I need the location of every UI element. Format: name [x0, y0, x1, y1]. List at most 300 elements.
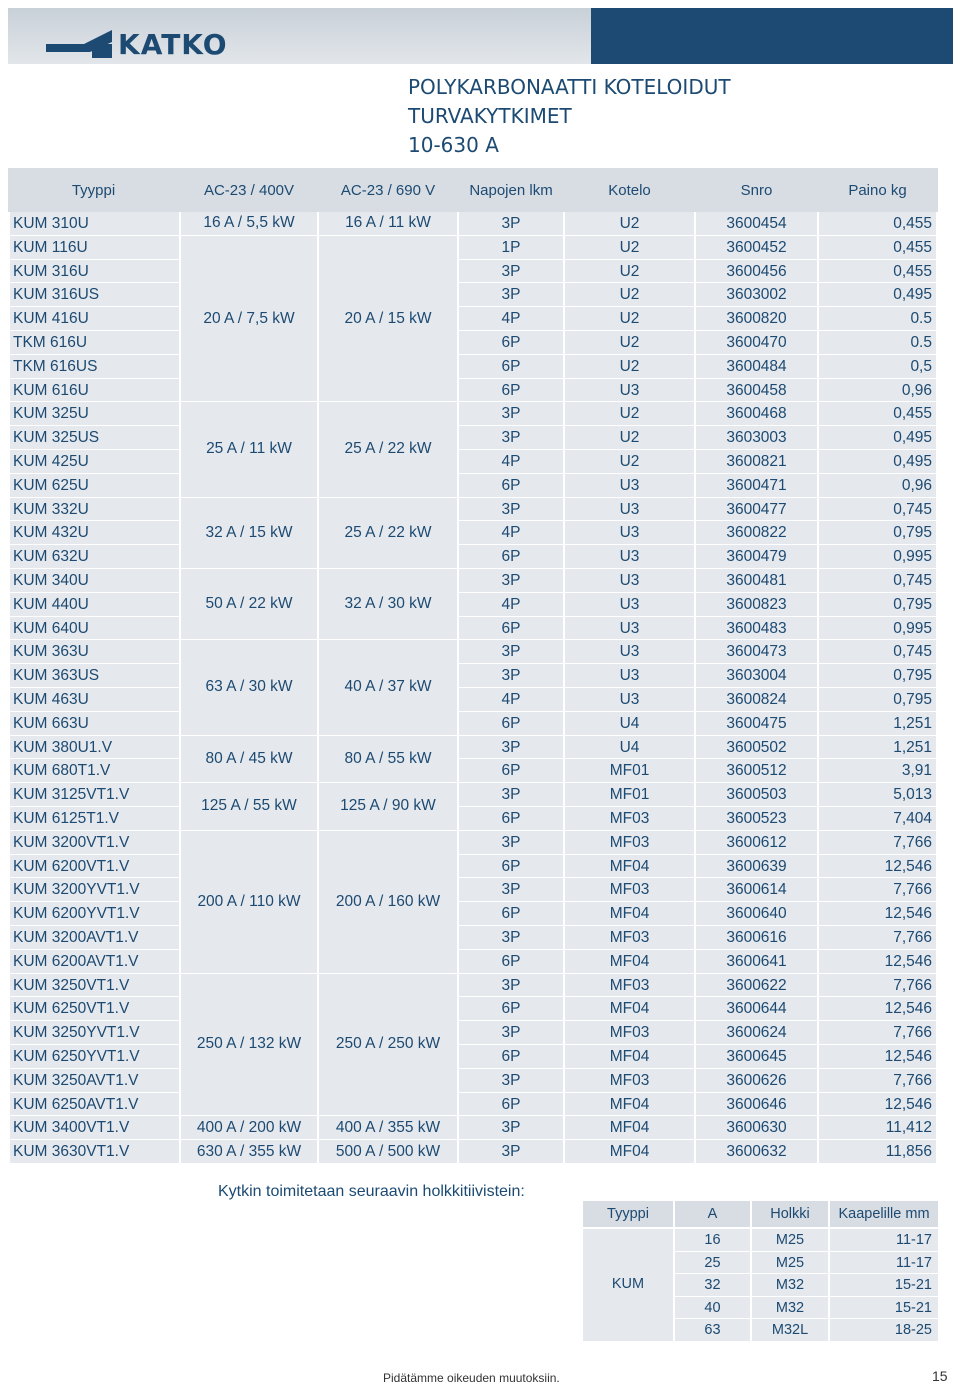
footer-note: Pidätämme oikeuden muutoksiin.	[383, 1371, 560, 1385]
cell-paino: 11,856	[819, 1140, 936, 1163]
cell-paino: 12,546	[819, 902, 936, 925]
cell-kotelo: MF04	[565, 1093, 694, 1116]
page-title	[408, 73, 731, 160]
cell-napojen: 3P	[459, 212, 563, 235]
table-row	[8, 997, 938, 1021]
cell-paino: 12,546	[819, 950, 936, 973]
cell-type: KUM 6250VT1.V	[10, 997, 179, 1020]
cell-paino: 0,995	[819, 617, 936, 640]
cell-type: TKM 616US	[10, 355, 179, 378]
bushing-cell-holkki: M32	[752, 1274, 828, 1296]
cell-paino: 12,546	[819, 855, 936, 878]
cell-paino: 0,5	[819, 355, 936, 378]
cell-snro: 3600820	[696, 307, 817, 330]
cell-kotelo: MF04	[565, 902, 694, 925]
cell-snro: 3600612	[696, 831, 817, 854]
cell-paino: 0.5	[819, 307, 936, 330]
cell-snro: 3600644	[696, 997, 817, 1020]
table-row	[8, 759, 938, 783]
cell-type: KUM 663U	[10, 712, 179, 735]
cell-kotelo: U2	[565, 426, 694, 449]
cell-snro: 3600823	[696, 593, 817, 616]
cell-ac400: 630 A / 355 kW	[181, 1140, 317, 1163]
table-row	[8, 1045, 938, 1069]
cell-snro: 3600503	[696, 783, 817, 806]
cell-type: KUM 316US	[10, 283, 179, 306]
cell-type: KUM 640U	[10, 617, 179, 640]
bushing-cell-holkki: M25	[752, 1229, 828, 1251]
cell-kotelo: MF04	[565, 1140, 694, 1163]
table-row	[8, 617, 938, 641]
bushing-cell-kaapelille: 15-21	[830, 1297, 938, 1319]
cell-type: KUM 363U	[10, 640, 179, 663]
table-row	[8, 712, 938, 736]
cell-kotelo: MF04	[565, 950, 694, 973]
cell-snro: 3600626	[696, 1069, 817, 1092]
cell-type: KUM 6200YVT1.V	[10, 902, 179, 925]
cell-snro: 3600523	[696, 807, 817, 830]
cell-ac690: 40 A / 37 kW	[319, 640, 457, 734]
cell-paino: 0,995	[819, 545, 936, 568]
cell-kotelo: MF03	[565, 974, 694, 997]
cell-kotelo: U3	[565, 640, 694, 663]
cell-paino: 3,91	[819, 759, 936, 782]
cell-kotelo: MF03	[565, 1069, 694, 1092]
title-line-2: TURVAKYTKIMET	[408, 104, 572, 128]
cell-snro: 3600821	[696, 450, 817, 473]
table-row	[8, 402, 938, 426]
cell-snro: 3600477	[696, 498, 817, 521]
cell-type: KUM 6250YVT1.V	[10, 1045, 179, 1068]
table-row	[8, 974, 938, 998]
cell-ac690: 125 A / 90 kW	[319, 783, 457, 830]
cell-napojen: 6P	[459, 950, 563, 973]
cell-snro: 3600481	[696, 569, 817, 592]
cell-napojen: 3P	[459, 974, 563, 997]
cell-kotelo: MF03	[565, 831, 694, 854]
cell-type: KUM 6200VT1.V	[10, 855, 179, 878]
cell-napojen: 3P	[459, 926, 563, 949]
cell-type: KUM 116U	[10, 236, 179, 259]
logo-mark-icon	[46, 30, 116, 58]
cell-napojen: 6P	[459, 712, 563, 735]
cell-snro: 3600512	[696, 759, 817, 782]
cell-kotelo: MF03	[565, 878, 694, 901]
cell-type: KUM 440U	[10, 593, 179, 616]
cell-type: KUM 3125VT1.V	[10, 783, 179, 806]
cell-ac400: 20 A / 7,5 kW	[181, 236, 317, 402]
cell-snro: 3600483	[696, 617, 817, 640]
cell-kotelo: MF04	[565, 1116, 694, 1139]
cell-napojen: 4P	[459, 450, 563, 473]
bushing-header-tyyppi: Tyyppi	[583, 1201, 673, 1227]
cell-snro: 3603004	[696, 664, 817, 687]
cell-paino: 7,766	[819, 831, 936, 854]
cell-snro: 3600622	[696, 974, 817, 997]
bushing-cell-kaapelille: 15-21	[830, 1274, 938, 1296]
cell-napojen: 4P	[459, 593, 563, 616]
cell-ac400: 400 A / 200 kW	[181, 1116, 317, 1139]
cell-napojen: 3P	[459, 640, 563, 663]
cell-type: KUM 3200YVT1.V	[10, 878, 179, 901]
cell-kotelo: U3	[565, 593, 694, 616]
cell-napojen: 3P	[459, 426, 563, 449]
cell-kotelo: MF03	[565, 926, 694, 949]
cell-napojen: 6P	[459, 1045, 563, 1068]
cell-type: KUM 316U	[10, 260, 179, 283]
table-row	[8, 545, 938, 569]
banner-accent	[591, 8, 953, 64]
cell-ac400: 16 A / 5,5 kW	[181, 212, 317, 235]
cell-ac400: 125 A / 55 kW	[181, 783, 317, 830]
cell-napojen: 3P	[459, 260, 563, 283]
cell-kotelo: U3	[565, 545, 694, 568]
cell-ac400: 80 A / 45 kW	[181, 736, 317, 783]
table-row	[8, 664, 938, 688]
header-napojen: Napojen lkm	[469, 182, 553, 199]
cell-napojen: 6P	[459, 997, 563, 1020]
cell-ac690: 25 A / 22 kW	[319, 402, 457, 496]
table-row	[8, 926, 938, 950]
cell-snro: 3600646	[696, 1093, 817, 1116]
cell-ac690: 32 A / 30 kW	[319, 569, 457, 639]
page-number: 15	[932, 1368, 948, 1384]
table-row	[8, 1093, 938, 1117]
cell-paino: 7,766	[819, 878, 936, 901]
cell-type: TKM 616U	[10, 331, 179, 354]
bushing-note: Kytkin toimitetaan seuraavin holkkitiivistein:	[218, 1183, 525, 1200]
cell-ac690: 16 A / 11 kW	[319, 212, 457, 235]
cell-napojen: 6P	[459, 379, 563, 402]
table-row	[8, 1116, 938, 1140]
table-row	[8, 807, 938, 831]
cell-ac690: 250 A / 250 kW	[319, 974, 457, 1116]
cell-snro: 3600502	[696, 736, 817, 759]
cell-snro: 3600479	[696, 545, 817, 568]
cell-type: KUM 616U	[10, 379, 179, 402]
cell-paino: 0,495	[819, 283, 936, 306]
cell-ac400: 25 A / 11 kW	[181, 402, 317, 496]
cell-paino: 0,745	[819, 569, 936, 592]
cell-kotelo: U2	[565, 283, 694, 306]
cell-paino: 0,745	[819, 498, 936, 521]
cell-kotelo: U2	[565, 402, 694, 425]
cell-napojen: 3P	[459, 1021, 563, 1044]
cell-snro: 3600641	[696, 950, 817, 973]
bushing-header-kaapelille: Kaapelille mm	[830, 1201, 938, 1227]
table-header	[8, 168, 938, 212]
bushing-cell-holkki: M32	[752, 1297, 828, 1319]
cell-napojen: 6P	[459, 355, 563, 378]
cell-napojen: 3P	[459, 1140, 563, 1163]
cell-kotelo: MF03	[565, 1021, 694, 1044]
bushing-cell-a: 32	[675, 1274, 750, 1296]
title-line-3: 10-630 A	[408, 133, 499, 157]
cell-paino: 0,795	[819, 521, 936, 544]
header-kotelo: Kotelo	[608, 182, 651, 199]
cell-napojen: 6P	[459, 545, 563, 568]
cell-napojen: 4P	[459, 688, 563, 711]
table-row	[8, 355, 938, 379]
table-row	[8, 736, 938, 760]
cell-paino: 12,546	[819, 1093, 936, 1116]
cell-napojen: 4P	[459, 307, 563, 330]
cell-ac400: 200 A / 110 kW	[181, 831, 317, 973]
cell-type: KUM 625U	[10, 474, 179, 497]
cell-napojen: 6P	[459, 1093, 563, 1116]
table-row	[8, 1021, 938, 1045]
table-row	[8, 307, 938, 331]
cell-type: KUM 425U	[10, 450, 179, 473]
cell-ac400: 50 A / 22 kW	[181, 569, 317, 639]
cell-type: KUM 680T1.V	[10, 759, 179, 782]
cell-paino: 0,795	[819, 688, 936, 711]
header-ac690: AC-23 / 690 V	[340, 182, 436, 199]
cell-paino: 1,251	[819, 736, 936, 759]
cell-napojen: 3P	[459, 402, 563, 425]
cell-napojen: 3P	[459, 878, 563, 901]
bushing-header-a: A	[675, 1201, 750, 1227]
table-row	[8, 593, 938, 617]
cell-ac400: 63 A / 30 kW	[181, 640, 317, 734]
cell-kotelo: MF03	[565, 807, 694, 830]
cell-ac400: 32 A / 15 kW	[181, 498, 317, 568]
cell-paino: 12,546	[819, 1045, 936, 1068]
table-row	[8, 640, 938, 664]
cell-ac690: 200 A / 160 kW	[319, 831, 457, 973]
cell-paino: 0,96	[819, 474, 936, 497]
cell-kotelo: MF04	[565, 1045, 694, 1068]
cell-type: KUM 3200VT1.V	[10, 831, 179, 854]
cell-type: KUM 380U1.V	[10, 736, 179, 759]
table-row	[8, 426, 938, 450]
cell-kotelo: U3	[565, 688, 694, 711]
cell-kotelo: U3	[565, 617, 694, 640]
header-tyyppi: Tyyppi	[71, 182, 116, 199]
table-row	[8, 260, 938, 284]
cell-kotelo: U2	[565, 307, 694, 330]
table-row	[8, 474, 938, 498]
bushing-cell-kaapelille: 11-17	[830, 1229, 938, 1251]
bushing-cell-holkki: M25	[752, 1252, 828, 1274]
cell-snro: 3600824	[696, 688, 817, 711]
cell-snro: 3600454	[696, 212, 817, 235]
cell-type: KUM 3250VT1.V	[10, 974, 179, 997]
bushing-cell-holkki: M32L	[752, 1319, 828, 1341]
cell-ac690: 500 A / 500 kW	[319, 1140, 457, 1163]
cell-snro: 3600456	[696, 260, 817, 283]
cell-napojen: 6P	[459, 617, 563, 640]
table-row	[8, 1069, 938, 1093]
cell-kotelo: U4	[565, 736, 694, 759]
cell-paino: 7,766	[819, 1021, 936, 1044]
cell-snro: 3600468	[696, 402, 817, 425]
cell-napojen: 3P	[459, 283, 563, 306]
cell-type: KUM 463U	[10, 688, 179, 711]
cell-paino: 0.5	[819, 331, 936, 354]
cell-snro: 3600484	[696, 355, 817, 378]
cell-paino: 0,455	[819, 212, 936, 235]
cell-napojen: 3P	[459, 831, 563, 854]
cell-paino: 0,495	[819, 426, 936, 449]
bushing-cell-a: 16	[675, 1229, 750, 1251]
table-row	[8, 331, 938, 355]
cell-ac690: 25 A / 22 kW	[319, 498, 457, 568]
cell-type: KUM 3400VT1.V	[10, 1116, 179, 1139]
title-line-1: POLYKARBONAATTI KOTELOIDUT	[408, 75, 731, 99]
cell-snro: 3600630	[696, 1116, 817, 1139]
cell-type: KUM 310U	[10, 212, 179, 235]
cell-ac400: 250 A / 132 kW	[181, 974, 317, 1116]
cell-snro: 3603003	[696, 426, 817, 449]
cell-ac690: 20 A / 15 kW	[319, 236, 457, 402]
cell-type: KUM 332U	[10, 498, 179, 521]
cell-snro: 3600614	[696, 878, 817, 901]
header-snro: Snro	[740, 182, 773, 199]
table-row	[8, 878, 938, 902]
table-row	[8, 236, 938, 260]
cell-ac690: 400 A / 355 kW	[319, 1116, 457, 1139]
cell-snro: 3600822	[696, 521, 817, 544]
katko-logo	[46, 24, 228, 64]
cell-paino: 7,766	[819, 926, 936, 949]
cell-snro: 3603002	[696, 283, 817, 306]
cell-snro: 3600471	[696, 474, 817, 497]
cell-napojen: 6P	[459, 474, 563, 497]
bushing-cell-kaapelille: 11-17	[830, 1252, 938, 1274]
cell-paino: 7,404	[819, 807, 936, 830]
table-row	[8, 521, 938, 545]
cell-kotelo: U3	[565, 521, 694, 544]
cell-type: KUM 325US	[10, 426, 179, 449]
header-ac400: AC-23 / 400V	[203, 182, 295, 199]
cell-paino: 0,795	[819, 593, 936, 616]
cell-kotelo: MF04	[565, 997, 694, 1020]
cell-snro: 3600639	[696, 855, 817, 878]
bushing-cell-kaapelille: 18-25	[830, 1319, 938, 1341]
cell-kotelo: U2	[565, 236, 694, 259]
cell-type: KUM 416U	[10, 307, 179, 330]
cell-paino: 0,795	[819, 664, 936, 687]
cell-snro: 3600624	[696, 1021, 817, 1044]
cell-napojen: 6P	[459, 759, 563, 782]
cell-kotelo: U3	[565, 379, 694, 402]
cell-napojen: 4P	[459, 521, 563, 544]
table-row	[8, 283, 938, 307]
cell-snro: 3600475	[696, 712, 817, 735]
table-row	[8, 783, 938, 807]
table-row	[8, 212, 938, 236]
table-row	[8, 498, 938, 522]
table-row	[8, 855, 938, 879]
cell-type: KUM 6125T1.V	[10, 807, 179, 830]
cell-paino: 1,251	[819, 712, 936, 735]
cell-napojen: 6P	[459, 902, 563, 925]
cell-napojen: 6P	[459, 331, 563, 354]
cell-kotelo: U2	[565, 331, 694, 354]
cell-kotelo: U2	[565, 212, 694, 235]
cell-napojen: 3P	[459, 569, 563, 592]
cell-snro: 3600470	[696, 331, 817, 354]
cell-napojen: 3P	[459, 664, 563, 687]
cell-paino: 12,546	[819, 997, 936, 1020]
cell-type: KUM 3250AVT1.V	[10, 1069, 179, 1092]
cell-paino: 11,412	[819, 1116, 936, 1139]
cell-paino: 5,013	[819, 783, 936, 806]
bushing-cell-a: 63	[675, 1319, 750, 1341]
cell-type: KUM 3200AVT1.V	[10, 926, 179, 949]
table-row	[8, 569, 938, 593]
cell-paino: 0,455	[819, 260, 936, 283]
cell-napojen: 1P	[459, 236, 563, 259]
cell-type: KUM 6250AVT1.V	[10, 1093, 179, 1116]
cell-napojen: 3P	[459, 783, 563, 806]
cell-type: KUM 3250YVT1.V	[10, 1021, 179, 1044]
cell-snro: 3600645	[696, 1045, 817, 1068]
cell-type: KUM 3630VT1.V	[10, 1140, 179, 1163]
table-row	[8, 450, 938, 474]
cell-napojen: 3P	[459, 1116, 563, 1139]
cell-kotelo: U3	[565, 474, 694, 497]
table-row	[8, 688, 938, 712]
cell-paino: 0,455	[819, 236, 936, 259]
cell-snro: 3600473	[696, 640, 817, 663]
cell-paino: 7,766	[819, 974, 936, 997]
header-paino: Paino kg	[848, 182, 907, 199]
cell-paino: 0,96	[819, 379, 936, 402]
cell-snro: 3600452	[696, 236, 817, 259]
cell-type: KUM 340U	[10, 569, 179, 592]
bushing-header-holkki: Holkki	[752, 1201, 828, 1227]
cell-paino: 7,766	[819, 1069, 936, 1092]
cell-kotelo: MF01	[565, 783, 694, 806]
bushing-cell-type: KUM	[583, 1229, 673, 1341]
cell-napojen: 3P	[459, 498, 563, 521]
cell-paino: 0,455	[819, 402, 936, 425]
cell-kotelo: U4	[565, 712, 694, 735]
cell-napojen: 6P	[459, 855, 563, 878]
cell-napojen: 6P	[459, 807, 563, 830]
cell-snro: 3600640	[696, 902, 817, 925]
table-row	[8, 950, 938, 974]
cell-type: KUM 632U	[10, 545, 179, 568]
cell-kotelo: MF04	[565, 855, 694, 878]
cell-kotelo: U3	[565, 498, 694, 521]
cell-type: KUM 325U	[10, 402, 179, 425]
table-row	[8, 379, 938, 403]
cell-snro: 3600458	[696, 379, 817, 402]
table-row	[8, 902, 938, 926]
table-row	[8, 831, 938, 855]
cell-kotelo: U2	[565, 260, 694, 283]
bushing-cell-a: 25	[675, 1252, 750, 1274]
cell-kotelo: U2	[565, 450, 694, 473]
cell-type: KUM 432U	[10, 521, 179, 544]
cell-paino: 0,745	[819, 640, 936, 663]
logo-text: KATKO	[118, 27, 228, 61]
cell-ac690: 80 A / 55 kW	[319, 736, 457, 783]
cell-kotelo: U2	[565, 355, 694, 378]
table-row	[8, 1140, 938, 1164]
cell-paino: 0,495	[819, 450, 936, 473]
cell-napojen: 3P	[459, 736, 563, 759]
cell-snro: 3600616	[696, 926, 817, 949]
cell-napojen: 3P	[459, 1069, 563, 1092]
cell-snro: 3600632	[696, 1140, 817, 1163]
cell-type: KUM 363US	[10, 664, 179, 687]
cell-kotelo: U3	[565, 664, 694, 687]
cell-kotelo: U3	[565, 569, 694, 592]
